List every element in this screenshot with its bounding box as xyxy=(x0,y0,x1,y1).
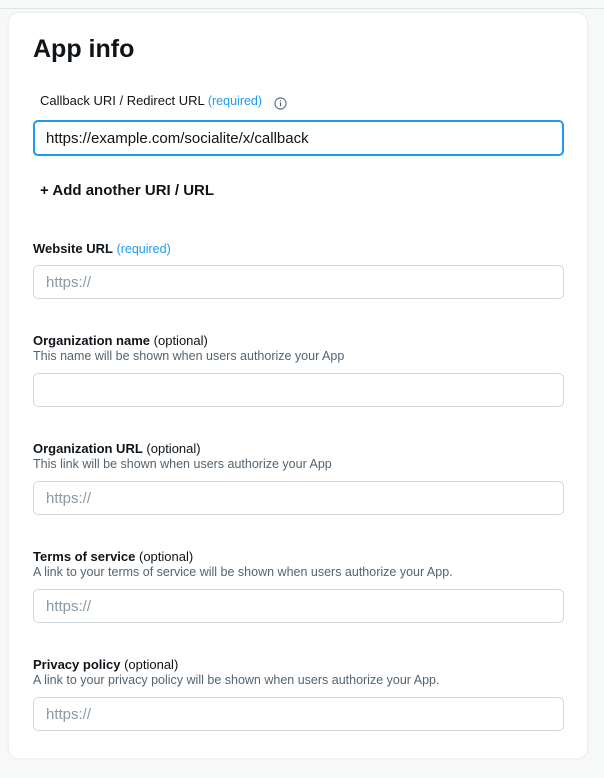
org-url-helper: This link will be shown when users authorize your App xyxy=(33,457,332,471)
terms-label-text: Terms of service xyxy=(33,549,136,564)
org-url-input[interactable] xyxy=(33,481,564,515)
privacy-optional-tag: (optional) xyxy=(124,657,179,672)
website-label xyxy=(33,241,171,257)
org-url-optional-tag: (optional) xyxy=(146,441,201,456)
org-name-label xyxy=(33,333,208,349)
app-info-card xyxy=(9,13,587,758)
org-url-label xyxy=(33,441,201,457)
org-url-label-text: Organization URL xyxy=(33,441,143,456)
privacy-label xyxy=(33,657,178,673)
section-title: App info xyxy=(33,35,135,63)
callback-required-tag: (required) xyxy=(207,94,263,108)
callback-url-input[interactable] xyxy=(33,120,564,156)
callback-label-text: Callback URI / Redirect URL xyxy=(40,93,205,108)
terms-url-input[interactable] xyxy=(33,589,564,623)
info-icon[interactable] xyxy=(274,97,287,110)
website-url-input[interactable] xyxy=(33,265,564,299)
org-name-helper: This name will be shown when users authorize your App xyxy=(33,349,345,363)
org-name-input[interactable] xyxy=(33,373,564,407)
website-required-tag: (required) xyxy=(116,242,171,256)
privacy-label-text: Privacy policy xyxy=(33,657,121,672)
org-name-optional-tag: (optional) xyxy=(153,333,208,348)
callback-label xyxy=(40,93,262,109)
terms-optional-tag: (optional) xyxy=(139,549,194,564)
terms-label xyxy=(33,549,193,565)
top-divider xyxy=(0,8,604,9)
website-label-text: Website URL xyxy=(33,241,113,256)
terms-helper: A link to your terms of service will be shown when users authorize your App. xyxy=(33,565,453,579)
add-another-uri-button[interactable]: + Add another URI / URL xyxy=(40,182,215,199)
privacy-helper: A link to your privacy policy will be shown when users authorize your App. xyxy=(33,673,440,687)
privacy-url-input[interactable] xyxy=(33,697,564,731)
org-name-label-text: Organization name xyxy=(33,333,151,348)
